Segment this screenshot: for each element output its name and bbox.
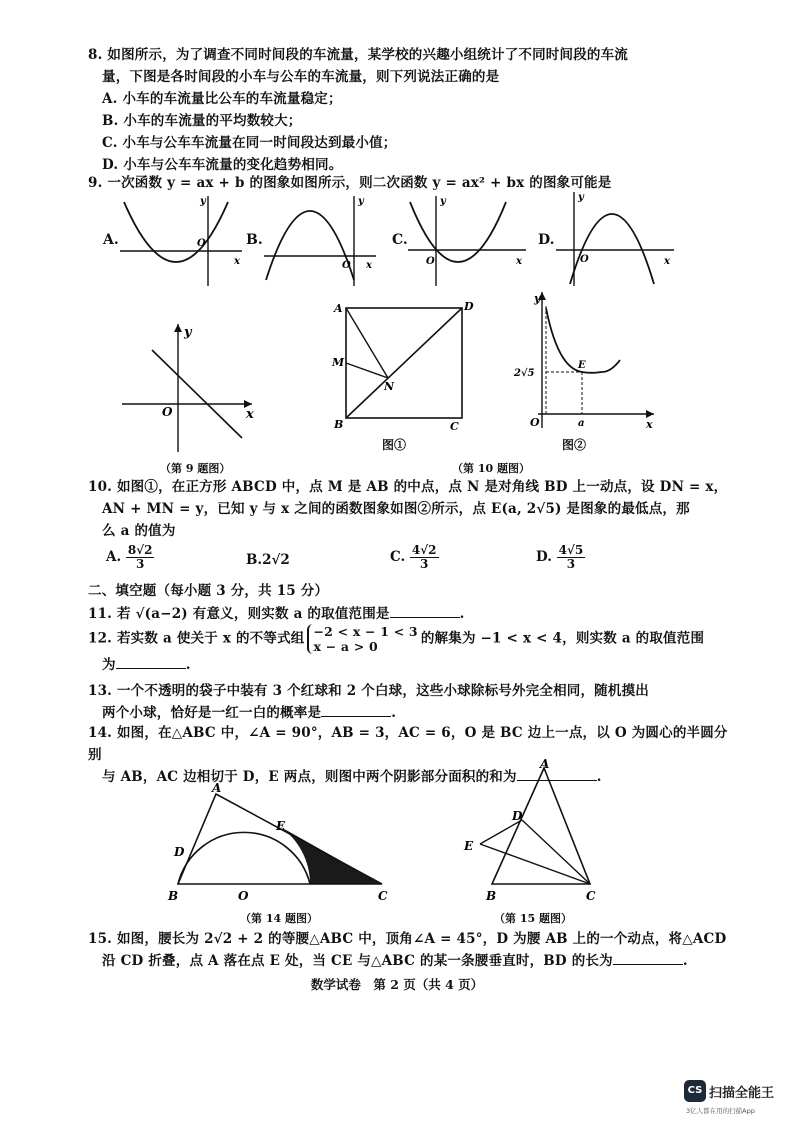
q8-option-d: D. 小车与公车车流量的变化趋势相同。 bbox=[102, 157, 343, 173]
q10-option-b-value: 2√2 bbox=[262, 552, 290, 568]
q9-option-a-label: A. bbox=[103, 232, 119, 248]
q14-caption: （第 14 题图） bbox=[240, 912, 318, 925]
question-15 bbox=[88, 928, 728, 972]
q9-option-b-label: B. bbox=[246, 232, 263, 248]
q12-end: . bbox=[185, 657, 191, 673]
q10-option-c bbox=[390, 544, 439, 571]
q10-label-b: B bbox=[334, 418, 344, 431]
q10-line3: 么 a 的值为 bbox=[102, 523, 176, 539]
q9-caption: （第 9 题图） bbox=[160, 462, 231, 475]
q9d-y-label: y bbox=[578, 192, 584, 203]
q10-option-a-num: 8√2 bbox=[127, 543, 153, 557]
q9b-y-label: y bbox=[358, 196, 364, 207]
q10-option-a-den: 3 bbox=[136, 557, 145, 571]
q10-graph-y-label: y bbox=[534, 292, 541, 305]
q9-fig-x-label: x bbox=[246, 407, 254, 422]
q9-option-d-label: D. bbox=[538, 232, 555, 248]
q9b-x-label: x bbox=[366, 260, 372, 271]
q10-option-d bbox=[536, 544, 585, 571]
q12-post: 的解集为 −1 < x < 4，则实数 a 的取值范围 bbox=[420, 630, 705, 647]
q14-line1: 14. 如图，在△ABC 中，∠A = 90°，AB = 3，AC = 6，O 是 BC 边上一点，以 O 为圆心的半圆分别 bbox=[88, 725, 728, 763]
q10-label-a: A bbox=[334, 302, 343, 315]
q10-line2: AN + MN = y，已知 y 与 x 之间的函数图象如图②所示，点 E(a, 2√5) 是图象的最低点，那 bbox=[102, 501, 690, 517]
q10-label-d: D bbox=[464, 300, 474, 313]
q8-stem-line2: 量，下图是各时间段的小车与公车的车流量，则下列说法正确的是 bbox=[102, 69, 500, 85]
q15-label-c: C bbox=[586, 889, 596, 903]
q10-square-figure bbox=[330, 298, 480, 434]
q9-option-d-graph bbox=[554, 188, 676, 288]
q10-label-n: N bbox=[384, 380, 395, 393]
question-10 bbox=[88, 476, 728, 542]
q10-label-m: M bbox=[332, 356, 345, 369]
q10-option-b-label: B. bbox=[246, 552, 263, 568]
q15-line1: 15. 如图，腰长为 2√2 + 2 的等腰△ABC 中，顶角∠A = 45°，D 为腰 AB 上的一个动点，将△ACD bbox=[88, 931, 727, 947]
q10-option-c-den: 3 bbox=[420, 557, 429, 571]
question-13 bbox=[88, 680, 728, 724]
q10-label-c: C bbox=[450, 420, 459, 433]
q14-label-b: B bbox=[168, 889, 179, 903]
q9-option-c-graph bbox=[406, 192, 528, 288]
q11-stem: 11. 若 √(a−2) 有意义，则实数 a 的取值范围是 bbox=[88, 606, 390, 622]
question-14 bbox=[88, 722, 728, 788]
q15-answer-blank[interactable] bbox=[613, 950, 683, 965]
q10-option-d-label: D. bbox=[536, 549, 552, 565]
section-2-title: 二、填空题（每小题 3 分，共 15 分） bbox=[88, 583, 329, 599]
q14-label-e: E bbox=[276, 819, 286, 833]
q15-label-d: D bbox=[512, 809, 523, 823]
q15-label-e: E bbox=[464, 839, 474, 853]
q12-inequality-system bbox=[307, 624, 417, 654]
q8-stem-line1: 8. 如图所示，为了调查不同时间段的车流量，某学校的兴趣小组统计了不同时间段的车流 bbox=[88, 47, 628, 63]
q9a-y-label: y bbox=[200, 196, 206, 207]
q9-fig-y-label: y bbox=[184, 325, 192, 340]
q15-caption: （第 15 题图） bbox=[494, 912, 572, 925]
q9d-x-label: x bbox=[664, 256, 670, 267]
q9-option-a-graph bbox=[118, 192, 244, 288]
q10-option-c-label: C. bbox=[390, 549, 406, 565]
q10-function-graph bbox=[508, 288, 658, 434]
q14-figure bbox=[160, 780, 400, 904]
q15-line2: 沿 CD 折叠，点 A 落在点 E 处，当 CE 与△ABC 的某一条腰垂直时，BD 的长为 bbox=[102, 953, 613, 969]
q13-line1: 13. 一个不透明的袋子中装有 3 个红球和 2 个白球，这些小球除标号外完全相同，随机摸出 bbox=[88, 683, 649, 699]
q8-option-c: C. 小车与公车车流量在同一时间段达到最小值； bbox=[102, 135, 397, 151]
q12-line2: 为 bbox=[102, 657, 116, 673]
q10-graph-x-value: a bbox=[578, 418, 585, 429]
q9-linear-graph bbox=[118, 318, 258, 458]
q15-label-b: B bbox=[486, 889, 497, 903]
q9d-origin: O bbox=[580, 254, 589, 265]
question-8 bbox=[88, 44, 728, 176]
q10-option-a-label: A. bbox=[106, 549, 122, 565]
q15-label-a: A bbox=[540, 758, 550, 771]
q12-ineq1: −2 < x − 1 < 3 bbox=[313, 624, 418, 639]
question-11 bbox=[88, 603, 728, 625]
question-12 bbox=[88, 624, 728, 676]
q10-fig1-caption: 图① bbox=[382, 438, 407, 452]
q15-figure bbox=[460, 758, 610, 908]
scanner-watermark bbox=[684, 1080, 775, 1115]
page-footer: 数学试卷 第 2 页（共 4 页） bbox=[310, 977, 484, 992]
q12-answer-blank[interactable] bbox=[116, 654, 186, 669]
q8-option-b: B. 小车的车流量的平均数较大； bbox=[102, 113, 302, 129]
q10-fig2-caption: 图② bbox=[562, 438, 587, 452]
q13-answer-blank[interactable] bbox=[321, 702, 391, 717]
q9c-origin: O bbox=[426, 256, 435, 267]
q14-label-c: C bbox=[378, 889, 388, 903]
q10-graph-point-e: E bbox=[578, 360, 586, 371]
q9-stem: 9. 一次函数 y = ax + b 的图象如图所示，则二次函数 y = ax² + bx 的图象可能是 bbox=[88, 175, 612, 191]
q14-label-d: D bbox=[174, 845, 185, 859]
q8-option-a: A. 小车的车流量比公车的车流量稳定； bbox=[102, 91, 342, 107]
q14-line2: 与 AB，AC 边相切于 D，E 两点，则图中两个阴影部分面积的和为 bbox=[102, 769, 517, 785]
q13-end: . bbox=[391, 705, 397, 721]
q9b-origin: O bbox=[342, 260, 351, 271]
q10-option-b bbox=[246, 552, 290, 568]
q15-end: . bbox=[682, 953, 688, 969]
q10-graph-x-label: x bbox=[646, 418, 653, 431]
q9-option-b-graph bbox=[262, 192, 378, 288]
q10-option-d-num: 4√5 bbox=[558, 543, 584, 557]
q9a-x-label: x bbox=[234, 256, 240, 267]
q10-caption: （第 10 题图） bbox=[452, 462, 530, 475]
q9-option-c-label: C. bbox=[392, 232, 408, 248]
q10-graph-y-value: 2√5 bbox=[514, 368, 535, 379]
q14-end: . bbox=[596, 769, 602, 785]
q11-answer-blank[interactable] bbox=[390, 603, 460, 618]
q14-label-a: A bbox=[212, 781, 222, 795]
q12-pre: 12. 若实数 a 使关于 x 的不等式组 bbox=[88, 630, 305, 647]
q9c-y-label: y bbox=[440, 196, 446, 207]
q10-option-a bbox=[106, 544, 154, 571]
q9a-origin: O bbox=[197, 238, 206, 249]
q10-line1: 10. 如图①，在正方形 ABCD 中，点 M 是 AB 的中点，点 N 是对角线 BD 上一动点，设 DN = x， bbox=[88, 479, 728, 495]
watermark-tagline: 3亿人都在用的扫描App bbox=[686, 1107, 755, 1115]
q9-fig-origin: O bbox=[162, 405, 173, 419]
watermark-name: 扫描全能王 bbox=[709, 1085, 775, 1101]
q10-option-c-num: 4√2 bbox=[411, 543, 437, 557]
q10-option-d-den: 3 bbox=[566, 557, 576, 571]
q12-ineq2: x − a > 0 bbox=[313, 639, 378, 654]
camscanner-logo-icon: CS bbox=[684, 1080, 706, 1102]
q11-end: . bbox=[459, 606, 465, 622]
q9c-x-label: x bbox=[516, 256, 522, 267]
q10-graph-origin: O bbox=[530, 416, 540, 429]
q14-label-o: O bbox=[238, 889, 249, 903]
q13-line2: 两个小球，恰好是一红一白的概率是 bbox=[102, 705, 322, 721]
